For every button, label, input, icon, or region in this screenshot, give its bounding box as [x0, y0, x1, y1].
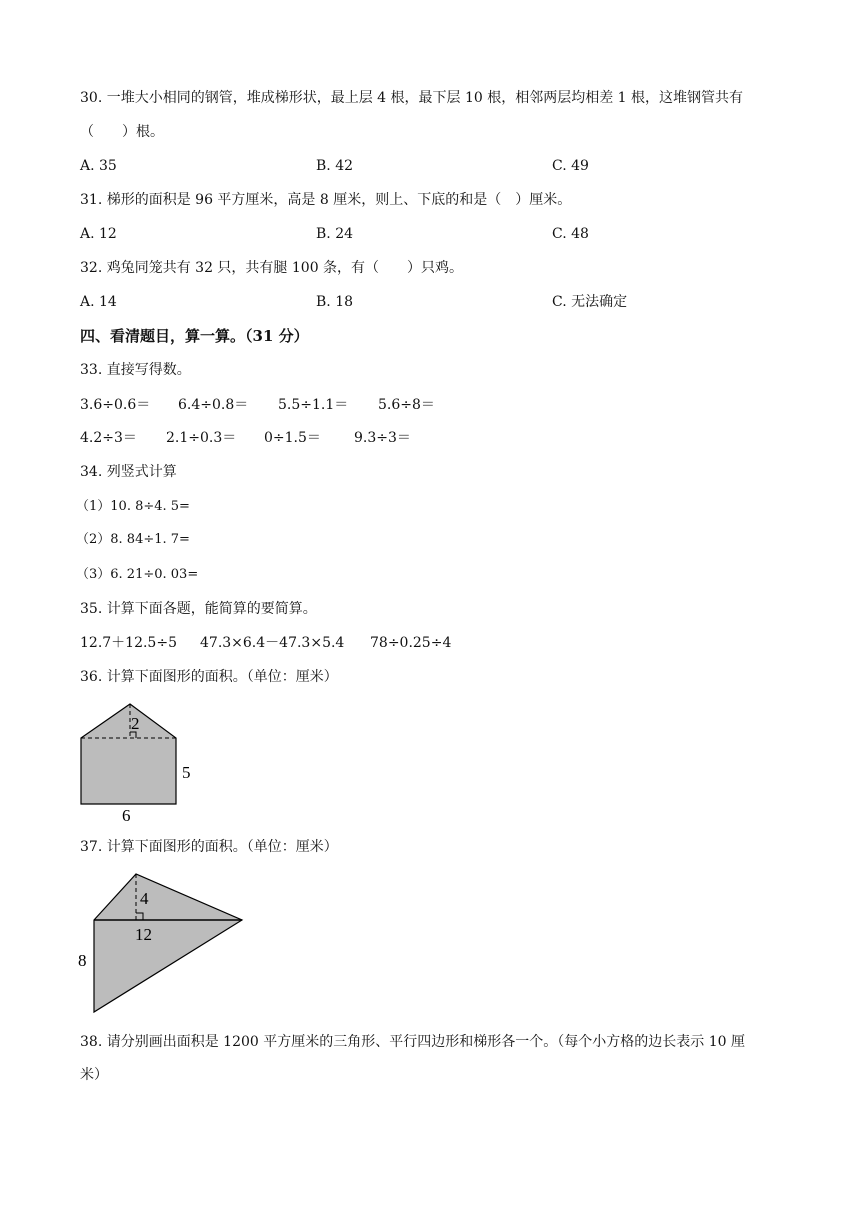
- quadrilateral-fill: [94, 874, 242, 1012]
- q34-item-3: （3）6. 21÷0. 03=: [76, 567, 199, 582]
- q33-r1-item3: 5.5÷1.1＝: [278, 397, 349, 413]
- q35-item-2: 47.3×6.4－47.3×5.4: [200, 635, 345, 651]
- q30-text-line2: （ ）根。: [80, 124, 164, 140]
- q31-text: 31. 梯形的面积是 96 平方厘米，高是 8 厘米，则上、下底的和是（ ）厘米。: [80, 192, 572, 208]
- q30-text-line1: 30. 一堆大小相同的钢管，堆成梯形状，最上层 4 根，最下层 10 根，相邻两层均相差 1 根，这堆钢管共有: [80, 90, 744, 106]
- pentagon-fill: [81, 704, 176, 804]
- label-height: 2: [131, 714, 140, 733]
- q37-figure: [74, 868, 254, 1020]
- q33-r2-item4: 9.3÷3＝: [354, 430, 411, 446]
- q36-figure: [70, 696, 210, 828]
- q36-text: 36. 计算下面图形的面积。（单位：厘米）: [80, 669, 338, 685]
- section-4-title: 四、看清题目，算一算。（31 分）: [80, 327, 309, 345]
- label-base: 6: [122, 806, 131, 825]
- q33-r2-item1: 4.2÷3＝: [80, 430, 137, 446]
- q34-item-1: （1）10. 8÷4. 5=: [76, 499, 190, 514]
- q33-r1-item4: 5.6÷8＝: [378, 397, 435, 413]
- q33-text: 33. 直接写得数。: [80, 362, 191, 378]
- q35-text: 35. 计算下面各题，能简算的要简算。: [80, 601, 317, 617]
- label-height: 4: [140, 889, 149, 908]
- q32-option-c: C. 无法确定: [552, 294, 628, 310]
- q30-option-b: B. 42: [316, 158, 354, 174]
- q33-r1-item2: 6.4÷0.8＝: [178, 397, 249, 413]
- q33-r1-item1: 3.6÷0.6＝: [80, 397, 151, 413]
- q34-item-2: （2）8. 84÷1. 7=: [76, 532, 190, 547]
- label-side: 8: [78, 951, 87, 970]
- q34-text: 34. 列竖式计算: [80, 464, 177, 480]
- q38-text-line2: 米）: [80, 1067, 108, 1083]
- q32-text: 32. 鸡兔同笼共有 32 只，共有腿 100 条，有（ ）只鸡。: [80, 260, 464, 276]
- quadrilateral-shape: [74, 868, 254, 1020]
- q38-text-line1: 38. 请分别画出面积是 1200 平方厘米的三角形、平行四边形和梯形各一个。（每个小方格的边长表示 10 厘: [80, 1034, 745, 1050]
- q33-r2-item3: 0÷1.5＝: [264, 430, 321, 446]
- q30-option-c: C. 49: [552, 158, 589, 174]
- q33-r2-item2: 2.1÷0.3＝: [166, 430, 237, 446]
- q31-option-c: C. 48: [552, 226, 589, 242]
- q35-item-3: 78÷0.25÷4: [370, 635, 452, 651]
- label-base: 12: [135, 925, 152, 944]
- q32-option-a: A. 14: [80, 294, 117, 310]
- q35-item-1: 12.7＋12.5÷5: [80, 635, 177, 651]
- q30-option-a: A. 35: [80, 158, 117, 174]
- label-side: 5: [182, 763, 191, 782]
- q31-option-b: B. 24: [316, 226, 354, 242]
- q32-option-b: B. 18: [316, 294, 354, 310]
- q31-option-a: A. 12: [80, 226, 117, 242]
- pentagon-house-shape: [70, 696, 210, 828]
- q37-text: 37. 计算下面图形的面积。（单位：厘米）: [80, 839, 338, 855]
